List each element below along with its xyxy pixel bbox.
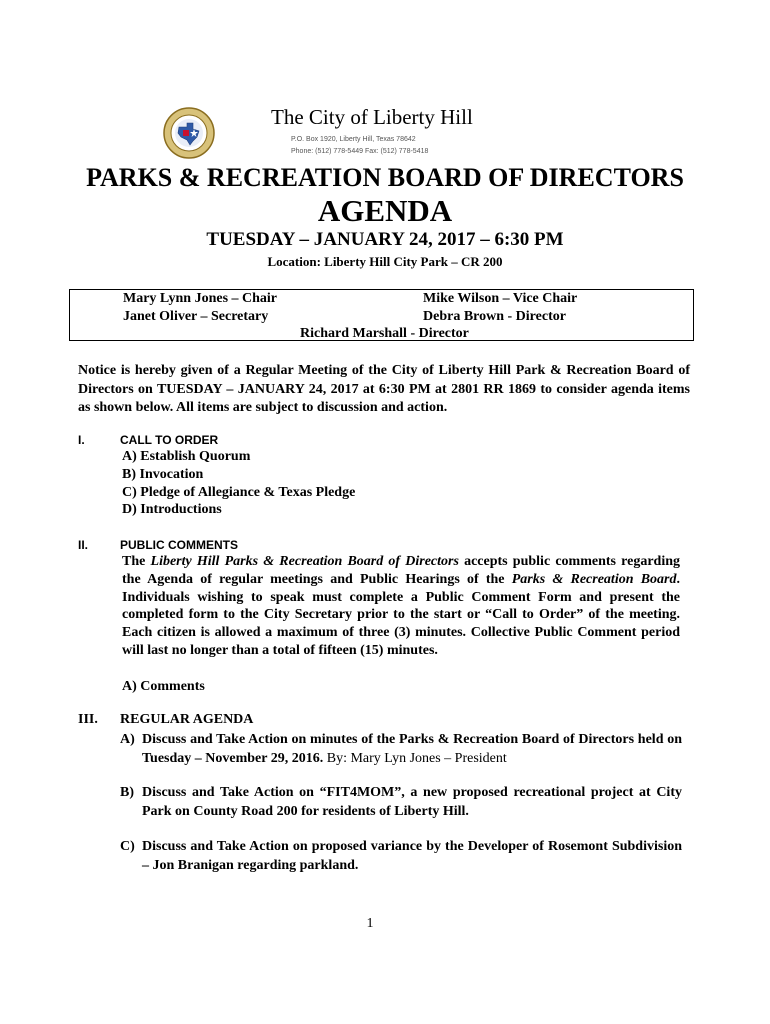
pc-board-name-italic-2: Parks & Recreation Board xyxy=(511,571,677,587)
pc-text-rest: . Individuals wishing to speak must complete a Public Comment Form and present the completed form to the City Secretary prior to the start or “Call to Order” of the meeting. Each citizen is allowed a maximum of three (3) minutes. Collective Public Comment period will last no longer than a total of fifteen (15) minutes. xyxy=(122,571,680,658)
section-heading-public-comments: PUBLIC COMMENTS xyxy=(120,538,238,552)
meeting-location: Location: Liberty Hill City Park – CR 200 xyxy=(267,254,503,269)
meeting-notice: Notice is hereby given of a Regular Meeting of the City of Liberty Hill Park & Recreation Board of Directors on TUESDAY – JANUARY 24, 2017 at 6:30 PM at 2801 RR 1869 to consider agenda items as shown below. All items are subject to discussion and action. xyxy=(78,363,690,415)
city-phone: Phone: (512) 778-5449 Fax: (512) 778-5418 xyxy=(291,148,429,155)
agenda-title: AGENDA xyxy=(317,193,453,228)
board-members-box xyxy=(69,289,694,341)
section-numeral-3: III. xyxy=(78,712,98,727)
list-item: C) Pledge of Allegiance & Texas Pledge xyxy=(122,485,356,500)
city-seal-icon xyxy=(163,107,215,159)
list-item: A) Comments xyxy=(122,679,205,694)
agenda-item-a xyxy=(120,731,682,768)
board-title: PARKS & RECREATION BOARD OF DIRECTORS xyxy=(86,163,684,192)
agenda-item-text xyxy=(142,731,682,768)
list-item: B) Invocation xyxy=(122,467,204,482)
agenda-item-a-by: By: Mary Lyn Jones – President xyxy=(323,750,507,766)
section-numeral-2: II. xyxy=(78,538,89,552)
meeting-date: TUESDAY – JANUARY 24, 2017 – 6:30 PM xyxy=(206,229,564,250)
agenda-item-letter: B) xyxy=(120,785,134,800)
member-chair: Mary Lynn Jones – Chair xyxy=(123,291,278,306)
city-address: P.O. Box 1920, Liberty Hill, Texas 78642 xyxy=(291,136,416,143)
letterhead xyxy=(163,103,475,163)
agenda-item-b-text: Discuss and Take Action on “FIT4MOM”, a new proposed recreational project at City Park on County Road 200 for residents of Liberty Hill. xyxy=(142,785,682,819)
section-numeral-1: I. xyxy=(78,433,85,447)
pc-text-mid: accepts public comments regarding the Agenda of regular meetings and Public Hearings of the xyxy=(122,554,680,587)
member-director-marshall: Richard Marshall - Director xyxy=(300,326,469,341)
pc-board-name-italic: Liberty Hill Parks & Recreation Board of Directors xyxy=(150,554,459,569)
agenda-item-letter: A) xyxy=(120,732,135,747)
page-number: 1 xyxy=(366,916,374,931)
list-item: A) Establish Quorum xyxy=(122,449,251,464)
public-comments-paragraph xyxy=(122,553,680,660)
section-heading-call-to-order: CALL TO ORDER xyxy=(120,433,219,447)
list-item: D) Introductions xyxy=(122,502,222,517)
member-secretary: Janet Oliver – Secretary xyxy=(123,309,269,324)
member-director-brown: Debra Brown - Director xyxy=(423,309,566,324)
agenda-item-a-text: Discuss and Take Action on minutes of the Parks & Recreation Board of Directors held on Tuesday – November 29, 2016. xyxy=(142,732,682,766)
city-name: The City of Liberty Hill xyxy=(271,105,473,129)
agenda-item-c xyxy=(120,838,682,875)
member-vice-chair: Mike Wilson – Vice Chair xyxy=(423,291,578,306)
section-heading-regular-agenda: REGULAR AGENDA xyxy=(120,712,254,727)
agenda-item-c-text: Discuss and Take Action on proposed variance by the Developer of Rosemont Subdivision – Jon Branigan regarding parkland. xyxy=(142,839,682,873)
pc-text-the: The xyxy=(122,554,151,569)
agenda-item-b xyxy=(120,784,682,821)
agenda-item-letter: C) xyxy=(120,839,135,854)
